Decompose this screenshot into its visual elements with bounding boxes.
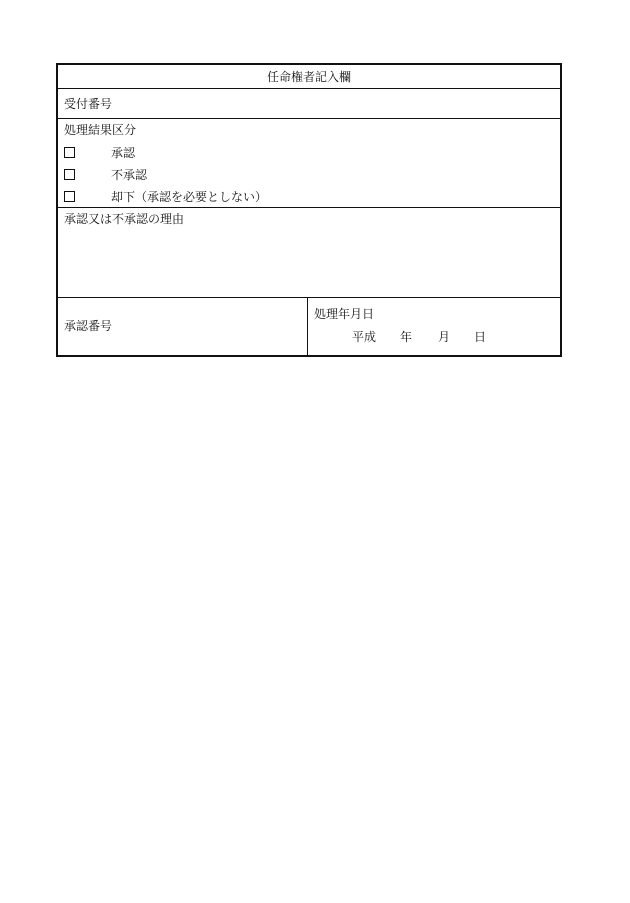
option-dismissed[interactable] [64, 189, 268, 205]
appointing-authority-form [56, 63, 562, 357]
checkbox-icon[interactable] [64, 147, 75, 158]
result-category-row [58, 119, 560, 208]
option-approved[interactable] [64, 145, 136, 161]
month-label: 月 [438, 330, 451, 344]
checkbox-icon[interactable] [64, 191, 75, 202]
receipt-number-label: 受付番号 [64, 97, 113, 111]
option-not-approved[interactable] [64, 167, 148, 183]
bottom-row [58, 298, 560, 355]
option-dismissed-label: 却下（承認を必要としない） [111, 190, 268, 204]
year-label: 年 [400, 330, 413, 344]
processing-date-label: 処理年月日 [314, 307, 375, 321]
form-title: 任命権者記入欄 [266, 70, 351, 84]
processing-date-cell[interactable] [308, 298, 560, 355]
result-category-label: 処理結果区分 [64, 123, 137, 137]
approval-number-cell[interactable] [58, 298, 308, 355]
approval-number-label: 承認番号 [64, 319, 113, 333]
form-title-row [58, 65, 560, 89]
era-label: 平成 [352, 330, 377, 344]
checkbox-icon[interactable] [64, 169, 75, 180]
day-label: 日 [474, 330, 487, 344]
option-approved-label: 承認 [111, 146, 136, 160]
option-not-approved-label: 不承認 [111, 168, 148, 182]
reason-label: 承認又は不承認の理由 [64, 212, 185, 226]
reason-row[interactable] [58, 208, 560, 298]
receipt-number-row [58, 89, 560, 119]
